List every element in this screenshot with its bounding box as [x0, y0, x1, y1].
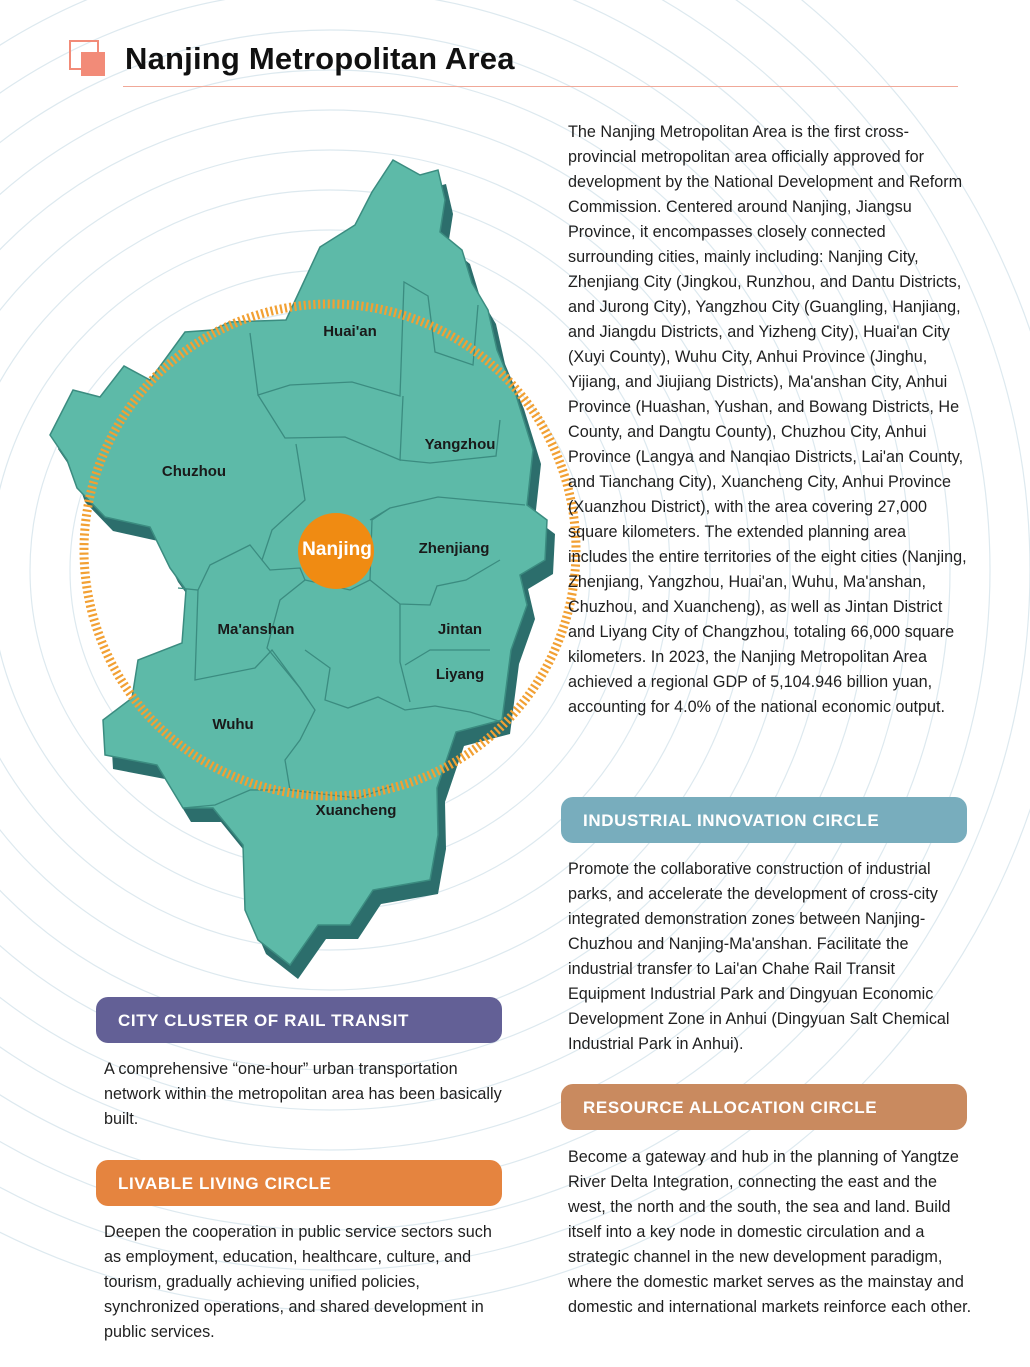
city-label-xuancheng: Xuancheng	[315, 802, 397, 819]
city-label-maanshan: Ma'anshan	[217, 621, 295, 638]
rail-transit-text: A comprehensive “one-hour” urban transportation network within the metropolitan area has been basically built.	[104, 1060, 502, 1128]
livable-living-text: Deepen the cooperation in public service sectors such as employment, education, healthcare, culture, and tourism, gradually achieving unified policies, synchronized operations, and shared development in public services.	[104, 1223, 492, 1341]
resource-allocation-heading: RESOURCE ALLOCATION CIRCLE	[561, 1084, 967, 1130]
city-label-huaian: Huai'an	[323, 323, 377, 340]
nanjing-label: Nanjing	[302, 539, 372, 560]
metropolitan-map	[0, 130, 600, 990]
city-label-wuhu: Wuhu	[212, 716, 254, 733]
resource-allocation-text: Become a gateway and hub in the planning of Yangtze River Delta Integration, connecting the east and the west, the north and the south, the sea and land. Build itself into a key node in domestic circulation and a strategic channel in the new development paradigm, where the domestic market serves as the mainstay and domestic and international markets reinforce each other.	[568, 1148, 972, 1316]
city-label-liyang: Liyang	[435, 666, 485, 683]
livable-living-heading: LIVABLE LIVING CIRCLE	[96, 1160, 502, 1206]
rail-transit-heading: CITY CLUSTER OF RAIL TRANSIT	[96, 997, 502, 1043]
city-label-zhenjiang: Zhenjiang	[418, 540, 490, 557]
city-label-yangzhou: Yangzhou	[424, 436, 496, 453]
title-divider	[123, 86, 958, 87]
industrial-innovation-heading: INDUSTRIAL INNOVATION CIRCLE	[561, 797, 967, 843]
city-label-chuzhou: Chuzhou	[161, 463, 227, 480]
intro-paragraph: The Nanjing Metropolitan Area is the first cross-provincial metropolitan area officially approved for development by the National Development and Reform Commission. Centered around Nanjing, Jiangsu Province, it encompasses closely connected surrounding cities, mainly including: Nanjing City, Zhenjiang City (Jingkou, Runzhou, and Dantu Districts, and Jurong City), Yangzhou City (Guangling, Hanjiang, and Jiangdu Districts, and Yizheng City), Huai'an City (Xuyi County), Wuhu City, Anhui Province (Jinghu, Yijiang, and Jiujiang Districts), Ma'anshan City, Anhui Province (Huashan, Yushan, and Bowang Districts, He County, and Dangtu County), Chuzhou City, Anhui Province (Langya and Nanqiao Districts, Lai'an County, and Tianchang City), Xuancheng City, Anhui Province (Xuanzhou District), with the area covering 27,000 square kilometers. The extended planning area includes the entire territories of the eight cities (Nanjing, Zhenjiang, Yangzhou, Huai'an, Wuhu, Ma'anshan, Chuzhou, and Xuancheng), as well as Jintan District and Liyang City of Changzhou, totaling 66,000 square kilometers. In 2023, the Nanjing Metropolitan Area achieved a regional GDP of 5,104.946 billion yuan, accounting for 4.0% of the national economic output.	[568, 123, 967, 716]
industrial-innovation-text: Promote the collaborative construction of industrial parks, and accelerate the development of cross-city integrated demonstration zones between Nanjing-Chuzhou and Nanjing-Ma'anshan. Facilitate the industrial transfer to Lai'an Chahe Rail Transit Equipment Industrial Park and Dingyuan Economic Development Zone in Anhui (Dingyuan Salt Chemical Industrial Park in Anhui).	[568, 860, 950, 1053]
city-label-jintan: Jintan	[437, 621, 483, 638]
page-title: Nanjing Metropolitan Area	[125, 41, 515, 76]
title-square-icon	[69, 40, 105, 76]
